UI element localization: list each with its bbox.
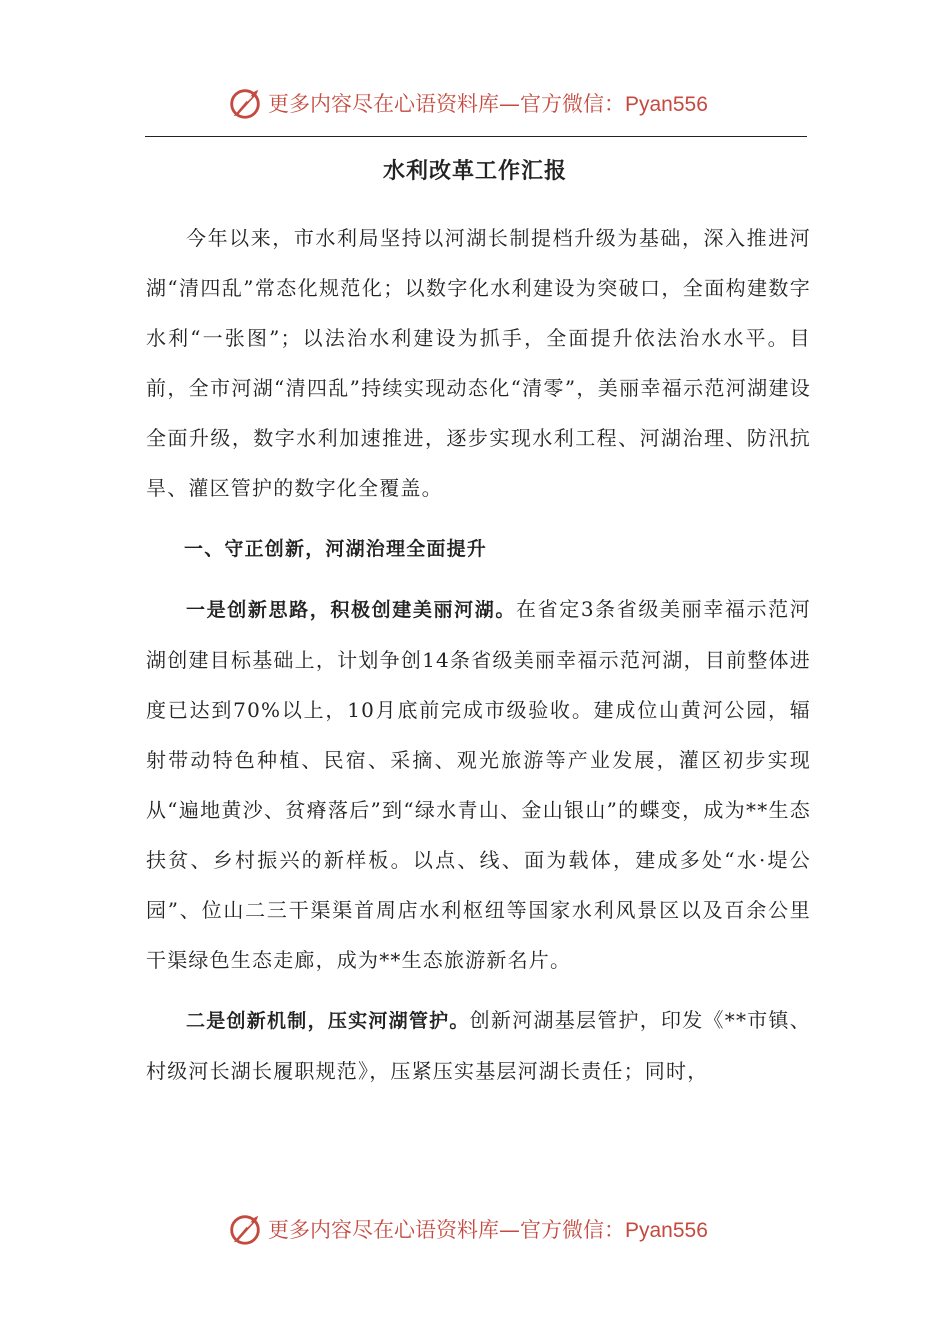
paragraph-2-lead: 二是创新机制，压实河湖管护。 bbox=[186, 1010, 470, 1032]
watermark-banner-top bbox=[0, 81, 950, 125]
header-divider bbox=[145, 136, 807, 137]
document-body bbox=[146, 213, 811, 1096]
section-heading: 一、守正创新，河湖治理全面提升 bbox=[184, 538, 488, 560]
quill-logo-icon bbox=[226, 84, 264, 122]
watermark-banner-bottom bbox=[0, 1207, 950, 1251]
paragraph-2-body: 创新河湖基层管护，印发《**市镇、村级河长湖长履职规范》，压紧压实基层河湖长责任；同时， bbox=[146, 1008, 811, 1083]
paragraph-2 bbox=[146, 995, 811, 1096]
intro-paragraph: 今年以来，市水利局坚持以河湖长制提档升级为基础，深入推进河湖“清四乱”常态化规范化；以数字化水利建设为突破口，全面构建数字水利“一张图”；以法治水利建设为抓手，全面提升依法治水水平。目前，全市河湖“清四乱”持续实现动态化“清零”，美丽幸福示范河湖建设全面升级，数字水利加速推进，逐步实现水利工程、河湖治理、防汛抗旱、灌区管护的数字化全覆盖。 bbox=[146, 226, 811, 500]
quill-logo-icon bbox=[226, 1210, 264, 1248]
paragraph-1-lead: 一是创新思路，积极创建美丽河湖。 bbox=[186, 599, 516, 621]
document-title: 水利改革工作汇报 bbox=[382, 158, 567, 184]
paragraph-1-body: 在省定3条省级美丽幸福示范河湖创建目标基础上，计划争创14条省级美丽幸福示范河湖，目前整体进度已达到70%以上，10月底前完成市级验收。建成位山黄河公园，辐射带动特色种植、民宿、采摘、观光旅游等产业发展，灌区初步实现从“遍地黄沙、贫瘠落后”到“绿水青山、金山银山”的蝶变，成为**生态扶贫、乡村振兴的新样板。以点、线、面为载体，建成多处“水·堤公园”、位山二三干渠渠首周店水利枢纽等国家水利风景区以及百余公里干渠绿色生态走廊，成为**生态旅游新名片。 bbox=[146, 597, 811, 972]
watermark-text: 更多内容尽在心语资料库—官方微信：Pyan556 bbox=[268, 1218, 708, 1242]
watermark-text: 更多内容尽在心语资料库—官方微信：Pyan556 bbox=[268, 92, 708, 116]
paragraph-1 bbox=[146, 584, 811, 985]
